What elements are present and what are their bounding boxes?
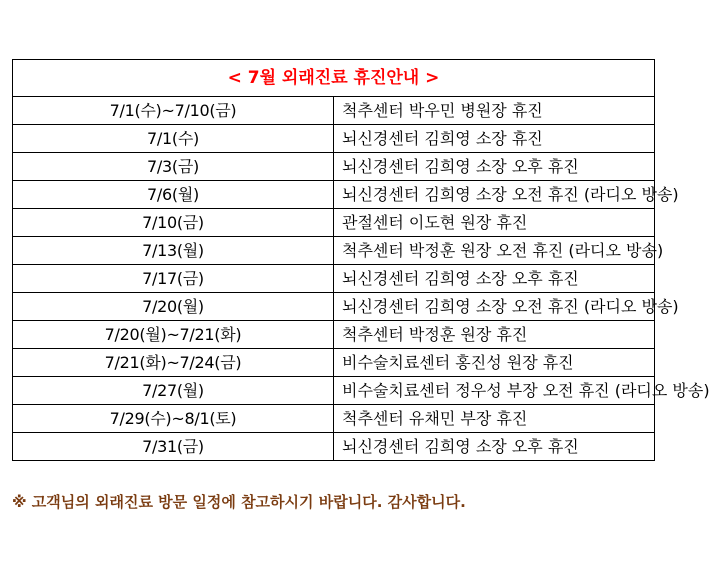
info-cell: 척추센터 박정훈 원장 휴진 [334, 321, 655, 349]
date-cell: 7/1(수)~7/10(금) [13, 97, 334, 125]
table-row [13, 293, 655, 321]
table-row [13, 125, 655, 153]
table-row [13, 377, 655, 405]
date-cell: 7/20(월) [13, 293, 334, 321]
date-cell: 7/31(금) [13, 433, 334, 461]
info-cell: 뇌신경센터 김희영 소장 오후 휴진 [334, 153, 655, 181]
info-cell: 뇌신경센터 김희영 소장 휴진 [334, 125, 655, 153]
date-cell: 7/27(월) [13, 377, 334, 405]
info-cell: 척추센터 유채민 부장 휴진 [334, 405, 655, 433]
date-cell: 7/29(수)~8/1(토) [13, 405, 334, 433]
info-cell: 비수술치료센터 정우성 부장 오전 휴진 (라디오 방송) [334, 377, 655, 405]
date-cell: 7/17(금) [13, 265, 334, 293]
info-cell: 뇌신경센터 김희영 소장 오후 휴진 [334, 433, 655, 461]
table-row [13, 321, 655, 349]
date-cell: 7/3(금) [13, 153, 334, 181]
date-cell: 7/1(수) [13, 125, 334, 153]
table-row [13, 405, 655, 433]
info-cell: 뇌신경센터 김희영 소장 오전 휴진 (라디오 방송) [334, 293, 655, 321]
date-cell: 7/6(월) [13, 181, 334, 209]
info-cell: 척추센터 박우민 병원장 휴진 [334, 97, 655, 125]
date-cell: 7/20(월)~7/21(화) [13, 321, 334, 349]
table-row [13, 181, 655, 209]
table-row [13, 265, 655, 293]
table-row [13, 349, 655, 377]
date-cell: 7/13(월) [13, 237, 334, 265]
table-row [13, 97, 655, 125]
table-row [13, 433, 655, 461]
info-cell: 뇌신경센터 김희영 소장 오후 휴진 [334, 265, 655, 293]
footer-note: ※ 고객님의 외래진료 방문 일정에 참고하시기 바랍니다. 감사합니다. [12, 493, 466, 511]
date-cell: 7/21(화)~7/24(금) [13, 349, 334, 377]
closure-schedule-table [12, 59, 710, 461]
page-title: < 7월 외래진료 휴진안내 > [13, 60, 655, 97]
table-row [13, 153, 655, 181]
date-cell: 7/10(금) [13, 209, 334, 237]
info-cell: 뇌신경센터 김희영 소장 오전 휴진 (라디오 방송) [334, 181, 655, 209]
info-cell: 관절센터 이도현 원장 휴진 [334, 209, 655, 237]
title-row [13, 60, 655, 97]
info-cell: 비수술치료센터 홍진성 원장 휴진 [334, 349, 655, 377]
table-row [13, 237, 655, 265]
table-row [13, 209, 655, 237]
info-cell: 척추센터 박정훈 원장 오전 휴진 (라디오 방송) [334, 237, 655, 265]
